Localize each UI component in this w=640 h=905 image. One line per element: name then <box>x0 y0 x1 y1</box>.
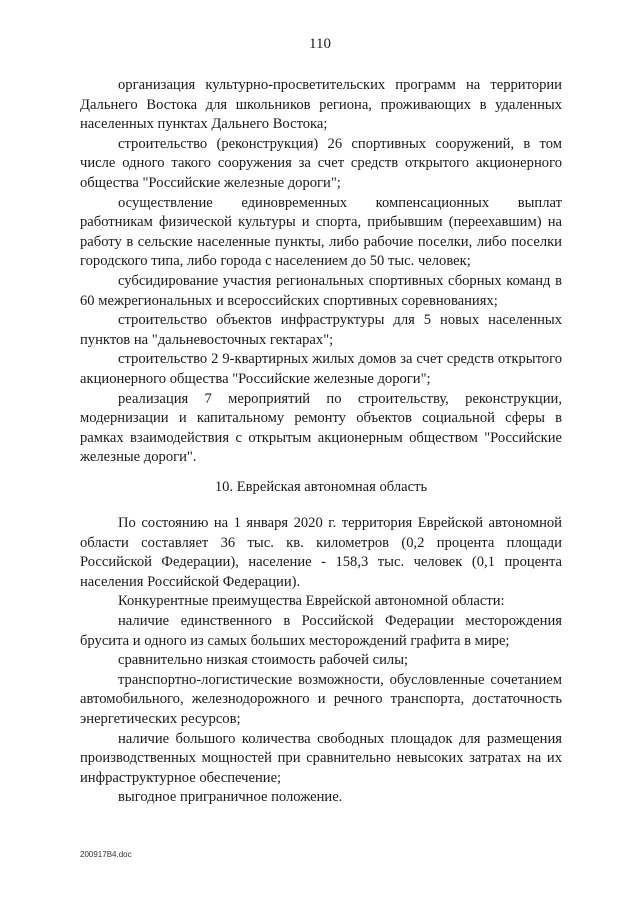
paragraph: выгодное приграничное положение. <box>118 789 343 806</box>
paragraph: строительство (реконструкция) 26 спортивных сооружений, в том числе одного такого сооружения за счет средств открытого акционерного общества "Российские железные дороги"; <box>80 135 562 191</box>
section-heading: 10. Еврейская автономная область <box>214 479 428 495</box>
paragraph: транспортно-логистические возможности, обусловленные сочетанием автомобильного, железнодорожного и речного транспорта, достаточность энергетических ресурсов; <box>80 671 562 727</box>
paragraph: строительство 2 9-квартирных жилых домов за счет средств открытого акционерного общества "Российские железные дороги"; <box>80 351 562 387</box>
paragraph: организация культурно-просветительских программ на территории Дальнего Востока для школьников региона, проживающих в удаленных населенных пунктах Дальнего Востока; <box>80 77 562 133</box>
paragraph: строительство объектов инфраструктуры для 5 новых населенных пунктов на "дальневосточных гектарах"; <box>80 312 562 348</box>
page-number: 110 <box>309 36 331 52</box>
paragraph-block-measures <box>80 76 562 468</box>
paragraph-block-region <box>80 514 562 808</box>
paragraph: субсидирование участия региональных спортивных сборных команд в 60 межрегиональных и всероссийских спортивных соревнованиях; <box>80 272 562 309</box>
paragraph: осуществление единовременных компенсационных выплат работникам физической культуры и спорта, прибывшим (переехавшим) на работу в сельские населенные пункты, либо рабочие поселки, либо поселки городского типа, либо города с населением до 50 тыс. человек; <box>80 194 562 270</box>
paragraph: наличие большого количества свободных площадок для размещения производственных мощностей при сравнительно невысоких затратах на их инфраструктурное обеспечение; <box>80 730 562 786</box>
paragraph: реализация 7 мероприятий по строительству, реконструкции, модернизации и капитальному ремонту объектов социальной сферы в рамках взаимодействия с открытым акционерным обществом "Российские железные дороги". <box>80 390 562 466</box>
paragraph: сравнительно низкая стоимость рабочей силы; <box>118 652 409 669</box>
paragraph: Конкурентные преимущества Еврейской автономной области: <box>118 593 505 610</box>
paragraph: По состоянию на 1 января 2020 г. территория Еврейской автономной области составляет 36 тыс. кв. километров (0,2 процента площади Российской Федерации), население - 158,3 тыс. человек (0,1 процента населения Российской Федерации). <box>80 515 562 590</box>
paragraph: наличие единственного в Российской Федерации месторождения брусита и одного из самых больших месторождений графита в мире; <box>80 612 562 649</box>
document-file-id: 200917В4.doc <box>80 850 132 859</box>
